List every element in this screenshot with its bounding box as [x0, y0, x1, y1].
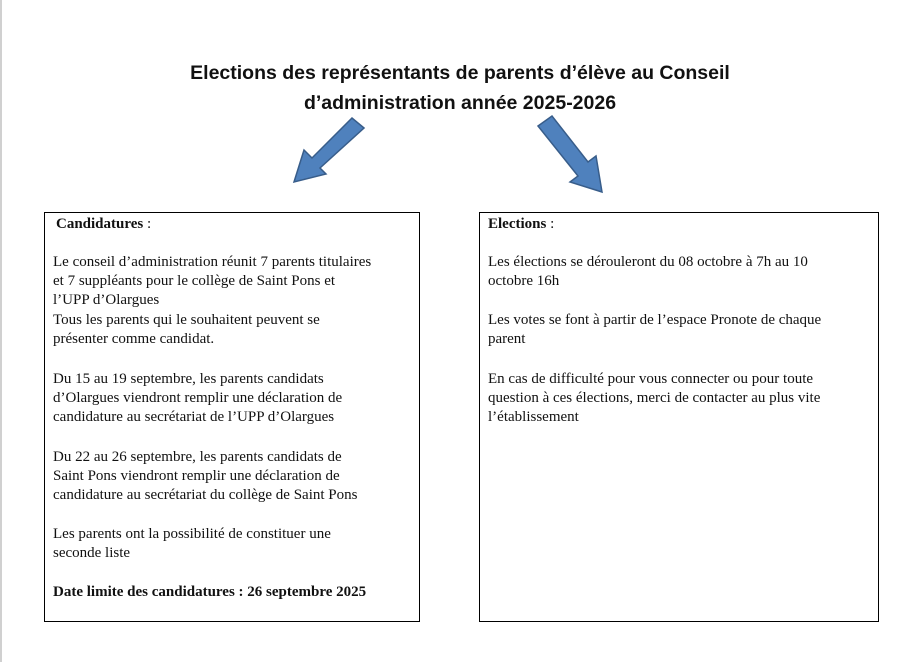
- text-line: Le conseil d’administration réunit 7 parents titulaires: [53, 254, 372, 270]
- page-title: [130, 58, 790, 118]
- page-edge: [0, 0, 2, 662]
- text-line: seconde liste: [53, 545, 131, 562]
- text-line: d’Olargues viendront remplir une déclaration de: [53, 390, 343, 407]
- text-line: Les votes se font à partir de l’espace Pronote de chaque: [488, 312, 822, 328]
- elections-heading: [488, 215, 554, 234]
- text-line: et 7 suppléants pour le collège de Saint Pons et: [53, 273, 336, 290]
- elections-paragraph-1: [488, 253, 808, 291]
- text-line: En cas de difficulté pour vous connecter ou pour toute: [488, 371, 814, 387]
- text-line: Les élections se dérouleront du 08 octobre à 7h au 10: [488, 254, 808, 270]
- candidatures-heading: [56, 215, 151, 234]
- text-line: candidature au secrétariat du collège de Saint Pons: [53, 487, 358, 504]
- title-line-1: Elections des représentants de parents d’élève au Conseil: [190, 62, 730, 84]
- arrow-down-left-icon: [288, 116, 368, 188]
- elections-heading-colon: :: [546, 216, 555, 232]
- text-line: Tous les parents qui le souhaitent peuvent se: [53, 311, 320, 328]
- elections-paragraph-3: [488, 370, 820, 428]
- candidatures-paragraph-4: [53, 525, 331, 563]
- title-line-2: d’administration année 2025-2026: [303, 92, 617, 114]
- elections-heading-label: Elections: [488, 216, 547, 232]
- candidatures-paragraph-2: [53, 370, 342, 428]
- candidatures-paragraph-3: [53, 448, 357, 506]
- deadline-text: Date limite des candidatures : 26 septembre 2025: [53, 584, 367, 600]
- elections-paragraph-2: [488, 311, 821, 349]
- text-line: octobre 16h: [488, 273, 560, 290]
- text-line: parent: [488, 331, 526, 348]
- elections-box: [479, 212, 879, 622]
- candidatures-heading-colon: :: [143, 216, 152, 232]
- text-line: l’UPP d’Olargues: [53, 292, 160, 309]
- text-line: Du 15 au 19 septembre, les parents candidats: [53, 371, 324, 387]
- candidatures-deadline: [53, 583, 366, 602]
- text-line: candidature au secrétariat de l’UPP d’Olargues: [53, 409, 335, 426]
- text-line: l’établissement: [488, 409, 579, 426]
- text-line: Saint Pons viendront remplir une déclaration de: [53, 468, 340, 485]
- text-line: Du 22 au 26 septembre, les parents candidats de: [53, 449, 342, 465]
- text-line: présenter comme candidat.: [53, 330, 215, 347]
- candidatures-heading-label: Candidatures: [56, 216, 144, 232]
- arrow-down-right-icon: [532, 114, 612, 198]
- candidatures-box: [44, 212, 420, 622]
- candidatures-paragraph-1: [53, 253, 371, 349]
- text-line: question à ces élections, merci de contacter au plus vite: [488, 390, 821, 407]
- text-line: Les parents ont la possibilité de constituer une: [53, 526, 331, 542]
